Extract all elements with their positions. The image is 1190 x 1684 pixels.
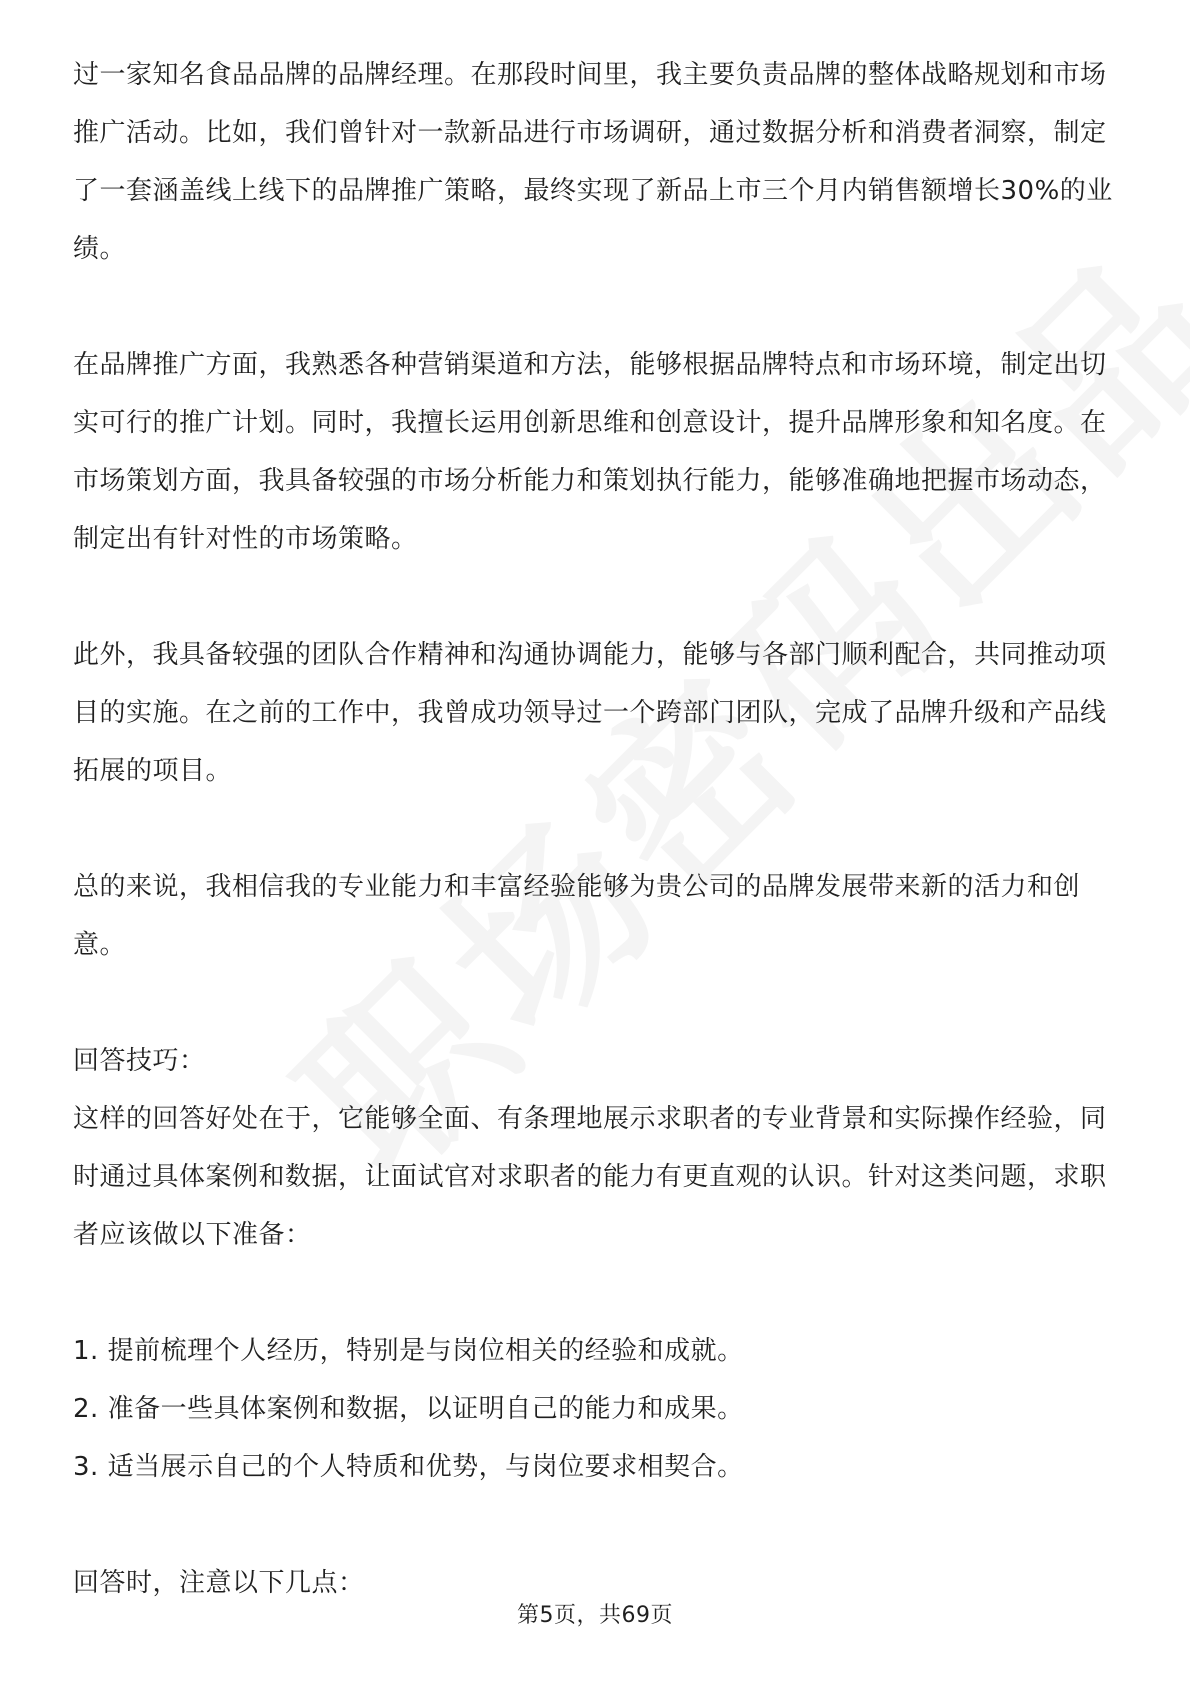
list-item: 1. 提前梳理个人经历，特别是与岗位相关的经验和成就。 <box>73 1336 744 1366</box>
list-item: 3. 适当展示自己的个人特质和优势，与岗位要求相契合。 <box>73 1452 744 1482</box>
tips-heading: 回答技巧： <box>73 1046 206 1076</box>
paragraph-summary: 总的来说，我相信我的专业能力和丰富经验能够为贵公司的品牌发展带来新的活力和创意。 <box>73 872 1081 960</box>
prep-list <box>73 1322 1119 1496</box>
paragraph-experience: 过一家知名食品品牌的品牌经理。在那段时间里，我主要负责品牌的整体战略规划和市场推广活动。比如，我们曾针对一款新品进行市场调研，通过数据分析和消费者洞察，制定了一套涵盖线上线下的品牌推广策略，最终实现了新品上市三个月内销售额增长30%的业绩。 <box>73 60 1113 264</box>
page-number: 第5页，共69页 <box>517 1603 673 1628</box>
paragraph-teamwork: 此外，我具备较强的团队合作精神和沟通协调能力，能够与各部门顺利配合，共同推动项目的实施。在之前的工作中，我曾成功领导过一个跨部门团队，完成了品牌升级和产品线拓展的项目。 <box>73 640 1107 786</box>
tips-body: 这样的回答好处在于，它能够全面、有条理地展示求职者的专业背景和实际操作经验，同时通过具体案例和数据，让面试官对求职者的能力有更直观的认识。针对这类问题，求职者应该做以下准备： <box>73 1104 1107 1250</box>
notes-heading: 回答时，注意以下几点： <box>73 1568 365 1598</box>
document-body <box>73 46 1119 1612</box>
paragraph-brand-promotion: 在品牌推广方面，我熟悉各种营销渠道和方法，能够根据品牌特点和市场环境，制定出切实可行的推广计划。同时，我擅长运用创新思维和创意设计，提升品牌形象和知名度。在市场策划方面，我具备较强的市场分析能力和策划执行能力，能够准确地把握市场动态，制定出有针对性的市场策略。 <box>73 350 1107 554</box>
list-item: 2. 准备一些具体案例和数据，以证明自己的能力和成果。 <box>73 1394 744 1424</box>
